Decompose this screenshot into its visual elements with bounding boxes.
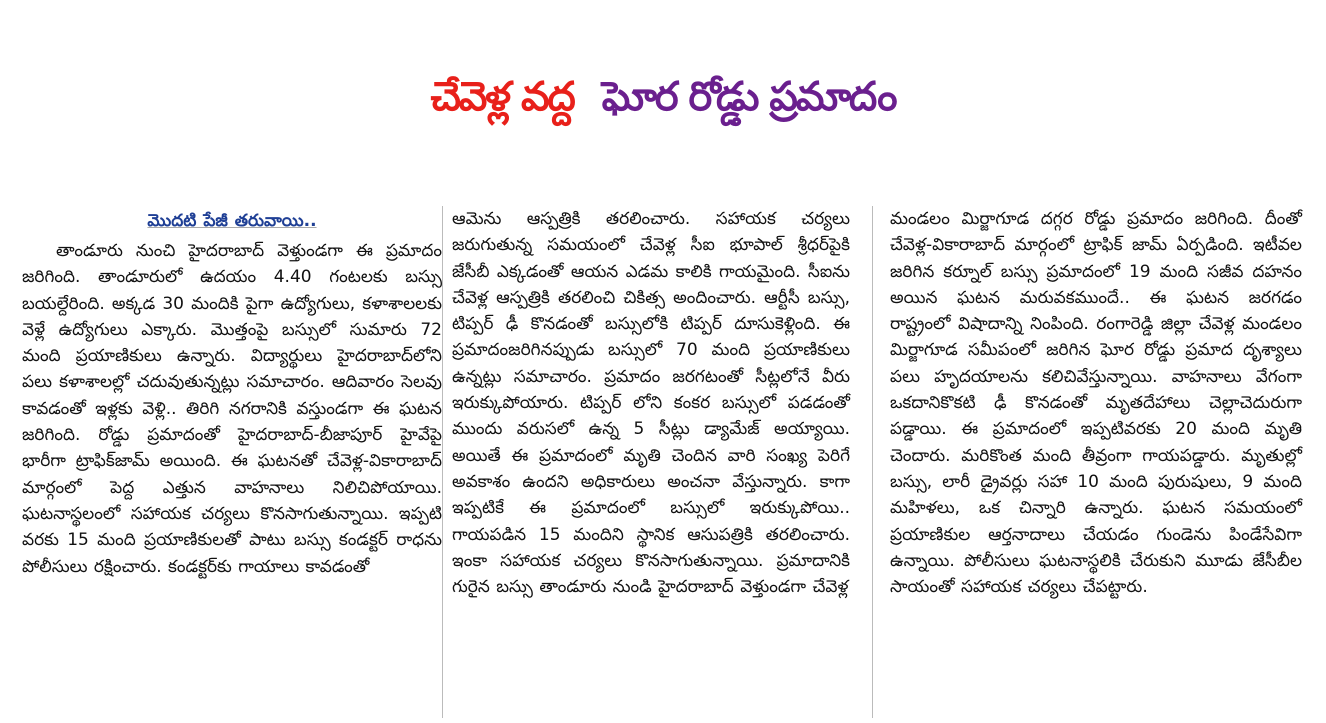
headline xyxy=(0,22,1326,190)
column-divider xyxy=(872,206,873,718)
article-column-2 xyxy=(452,206,850,719)
continued-kicker: మొదటి పేజీ తరువాయి.. xyxy=(147,211,317,231)
column-3-text: మండలం మిర్జాగూడ దగ్గర రోడ్డు ప్రమాదం జరిగింది. దీంతో చేవెళ్ల-వికారాబాద్ మార్గంలో ట్రాఫిక్ జామ్ ఏర్పడింది. ఇటీవల జరిగిన కర్నూల్ బస్సు ప్రమాదంలో 19 మంది సజీవ దహనం అయిన ఘటన మరువకముందే.. ఈ ఘటన జరగడం రాష్ట్రంలో విషాదాన్ని నింపింది. రంగారెడ్డి జిల్లా చేవెళ్ల మండలం మిర్జాగూడ సమీపంలో జరిగిన ఘోర రోడ్డు ప్రమాద దృశ్యాలు పలు హృదయాలను కలిచివేస్తున్నాయి. వాహనాలు వేగంగా ఒకదానికొకటి ఢీ కొనడంతో మృతదేహాలు చెల్లాచెదురుగా పడ్డాయి. ఈ ప్రమాదంలో ఇప్పటివరకు 20 మంది మృతి చెందారు. మరికొంత మంది తీవ్రంగా గాయపడ్డారు. మృతుల్లో బస్సు, లారీ డ్రైవర్లు సహా 10 మంది పురుషులు, 9 మంది మహిళలు, ఒక చిన్నారి ఉన్నారు. ఘటన సమయంలో ప్రయాణికుల ఆర్తనాదాలు చేయడం గుండెను పిండేసేవిగా ఉన్నాయి. పోలీసులు ఘటనాస్థలికి చేరుకుని మూడు జేసీబీల సాయంతో సహాయక చర్యలు చేపట్టారు. xyxy=(890,209,1302,598)
column-divider xyxy=(442,206,443,718)
article-column-3 xyxy=(890,206,1302,719)
column-2-text: ఆమెను ఆస్పత్రికి తరలించారు. సహాయక చర్యలు జరుగుతున్న సమయంలో చేవెళ్ల సీఐ భూపాల్ శ్రీధర్‌పైకి జేసీబీ ఎక్కడంతో ఆయన ఎడమ కాలికి గాయమైంది. సీఐను చేవెళ్ల ఆస్పత్రికి తరలించి చికిత్స అందించారు. ఆర్టీసీ బస్సు, టిప్పర్ ఢీ కొనడంతో బస్సులోకి టిప్పర్ దూసుకెళ్లింది. ఈ ప్రమాదంజరిగినప్పుడు బస్సులో 70 మంది ప్రయాణికులు ఉన్నట్లు సమాచారం. ప్రమాదం జరగటంతో సీట్లలోనే వీరు ఇరుక్కుపోయారు. టిప్పర్ లోని కంకర బస్సులో పడడంతో ముందు వరుసలో ఉన్న 5 సీట్లు డ్యామేజ్ అయ్యాయి. అయితే ఈ ప్రమాదంలో మృతి చెందిన వారి సంఖ్య పెరిగే అవకాశం ఉందని అధికారులు అంచనా వేస్తున్నారు. కాగా ఇప్పటికే ఈ ప్రమాదంలో బస్సులో ఇరుక్కుపోయి.. గాయపడిన 15 మందిని స్థానిక ఆసుపత్రికి తరలించారు. ఇంకా సహాయక చర్యలు కొనసాగుతున్నాయి. ప్రమాదానికి గురైన బస్సు తాండూరు నుండి హైదరాబాద్ వెళ్తుండగా చేవెళ్ల xyxy=(452,209,850,598)
headline-part-purple: ఘోర రోడ్డు ప్రమాదం xyxy=(601,74,896,120)
headline-part-red: చేవెళ్ల వద్ద xyxy=(430,74,574,120)
article-column-1 xyxy=(22,206,442,719)
column-1-text: తాండూరు నుంచి హైదరాబాద్ వెళ్తుండగా ఈ ప్రమాదం జరిగింది. తాండూరులో ఉదయం 4.40 గంటలకు బస్సు బయల్దేరింది. అక్కడ 30 మందికి పైగా ఉద్యోగులు, కళాశాలలకు వెళ్లే ఉద్యోగులు ఎక్కారు. మొత్తంపై బస్సులో సుమారు 72 మంది ప్రయాణికులు ఉన్నారు. విద్యార్థులు హైదరాబాద్‌లోని పలు కళాశాలల్లో చదువుతున్నట్లు సమాచారం. ఆదివారం సెలవు కావడంతో ఇళ్లకు వెళ్లి.. తిరిగి నగరానికి వస్తుండగా ఈ ఘటన జరిగింది. రోడ్డు ప్రమాదంతో హైదరాబాద్-బీజాపూర్ హైవేపై భారీగా ట్రాఫిక్‌జామ్ అయింది. ఈ ఘటనతో చేవెళ్ల-వికారాబాద్ మార్గంలో పెద్ద ఎత్తున వాహనాలు నిలిచిపోయాయి. ఘటనాస్థలంలో సహాయక చర్యలు కొనసాగుతున్నాయి. ఇప్పటి వరకు 15 మంది ప్రయాణికులతో పాటు బస్సు కండక్టర్ రాధను పోలీసులు రక్షించారు. కండక్టర్‌కు గాయాలు కావడంతో xyxy=(22,241,442,577)
